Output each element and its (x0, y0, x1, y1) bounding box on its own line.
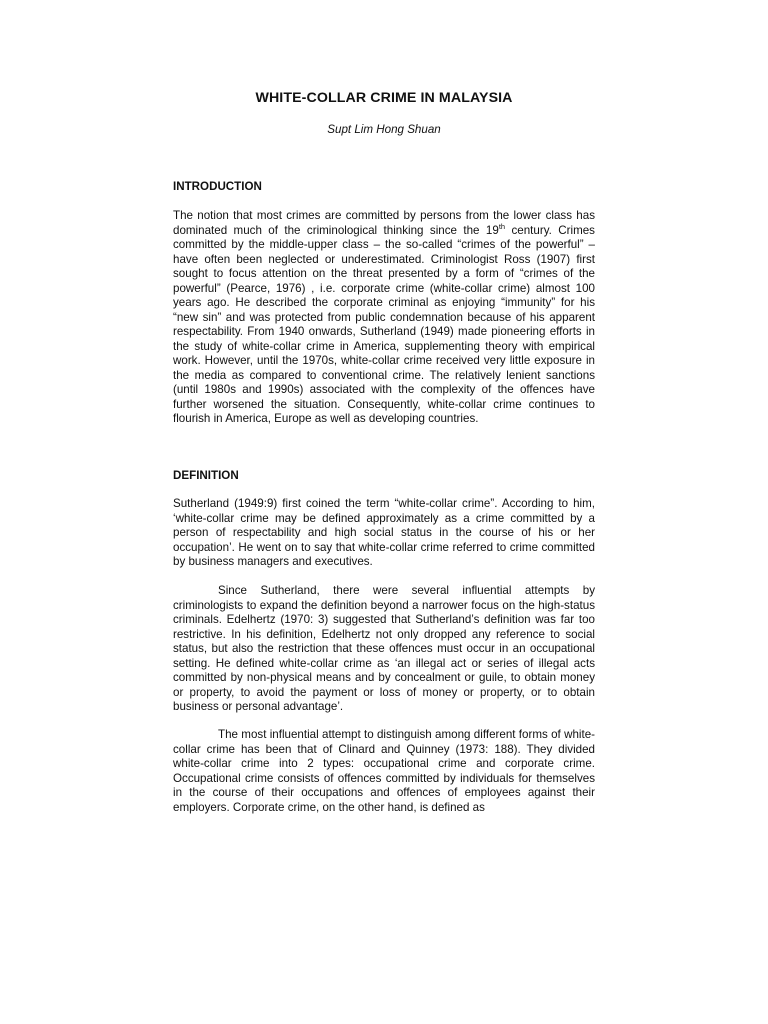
introduction-paragraph-text-start: The notion that most crimes are committed by persons from the lower class has dominated much of the criminological thinking since the 19 (173, 209, 595, 237)
definition-paragraph-3: The most influential attempt to distinguish among different forms of white-collar crime has been that of Clinard and Quinney (1973: 188). They divided white-collar crime into 2 types: occupational crime and corporate crime. Occupational crime consists of offences committed by individuals for themselves in the course of their occupations and offences of employees against their employers. Corporate crime, on the other hand, is defined as (173, 728, 595, 814)
introduction-paragraph-text-end: century. Crimes committed by the middle-upper class – the so-called “crimes of the powerful” – have often been neglected or underestimated. Criminologist Ross (1907) first sought to focus attention on the threat presented by a form of “crimes of the powerful” (Pearce, 1976) , i.e. corporate crime (white-collar crime) almost 100 years ago. He described the corporate criminal as enjoying “immunity” for his “new sin” and was protected from public condemnation because of his apparent respectability. From 1940 onwards, Sutherland (1949) made pioneering efforts in the study of white-collar crime in America, supplementing theory with empirical work. However, until the 1970s, white-collar crime received very little exposure in the media as compared to conventional crime. The relatively lenient sanctions (until 1980s and 1990s) associated with the complexity of the offences have further worsened the situation. Consequently, white-collar crime continues to flourish in America, Europe as well as developing countries. (173, 223, 595, 425)
definition-paragraph-1: Sutherland (1949:9) first coined the term “white-collar crime”. According to him, ‘white-collar crime may be defined approximately as a crime committed by a person of respectability and high social status in the course of his or her occupation’. He went on to say that white-collar crime referred to crime committed by business managers and executives. (173, 497, 595, 568)
document-title: WHITE-COLLAR CRIME IN MALAYSIA (255, 90, 513, 106)
definition-paragraph-2: Since Sutherland, there were several influential attempts by criminologists to expand the definition beyond a narrower focus on the high-status criminals. Edelhertz (1970: 3) suggested that Sutherland’s definition was far too restrictive. In his definition, Edelhertz not only dropped any reference to social status, but also the restriction that these offences must occur in an occupational setting. He defined white-collar crime as ‘an illegal act or series of illegal acts committed by non-physical means and by concealment or guile, to obtain money or property, to avoid the payment or loss of money or property, or to obtain business or personal advantage’. (173, 584, 595, 713)
superscript-ordinal: th (498, 221, 506, 231)
section-heading-introduction: INTRODUCTION (173, 180, 262, 193)
document-author: Supt Lim Hong Shuan (327, 123, 441, 136)
introduction-paragraph (173, 209, 595, 427)
section-heading-definition: DEFINITION (173, 469, 239, 482)
